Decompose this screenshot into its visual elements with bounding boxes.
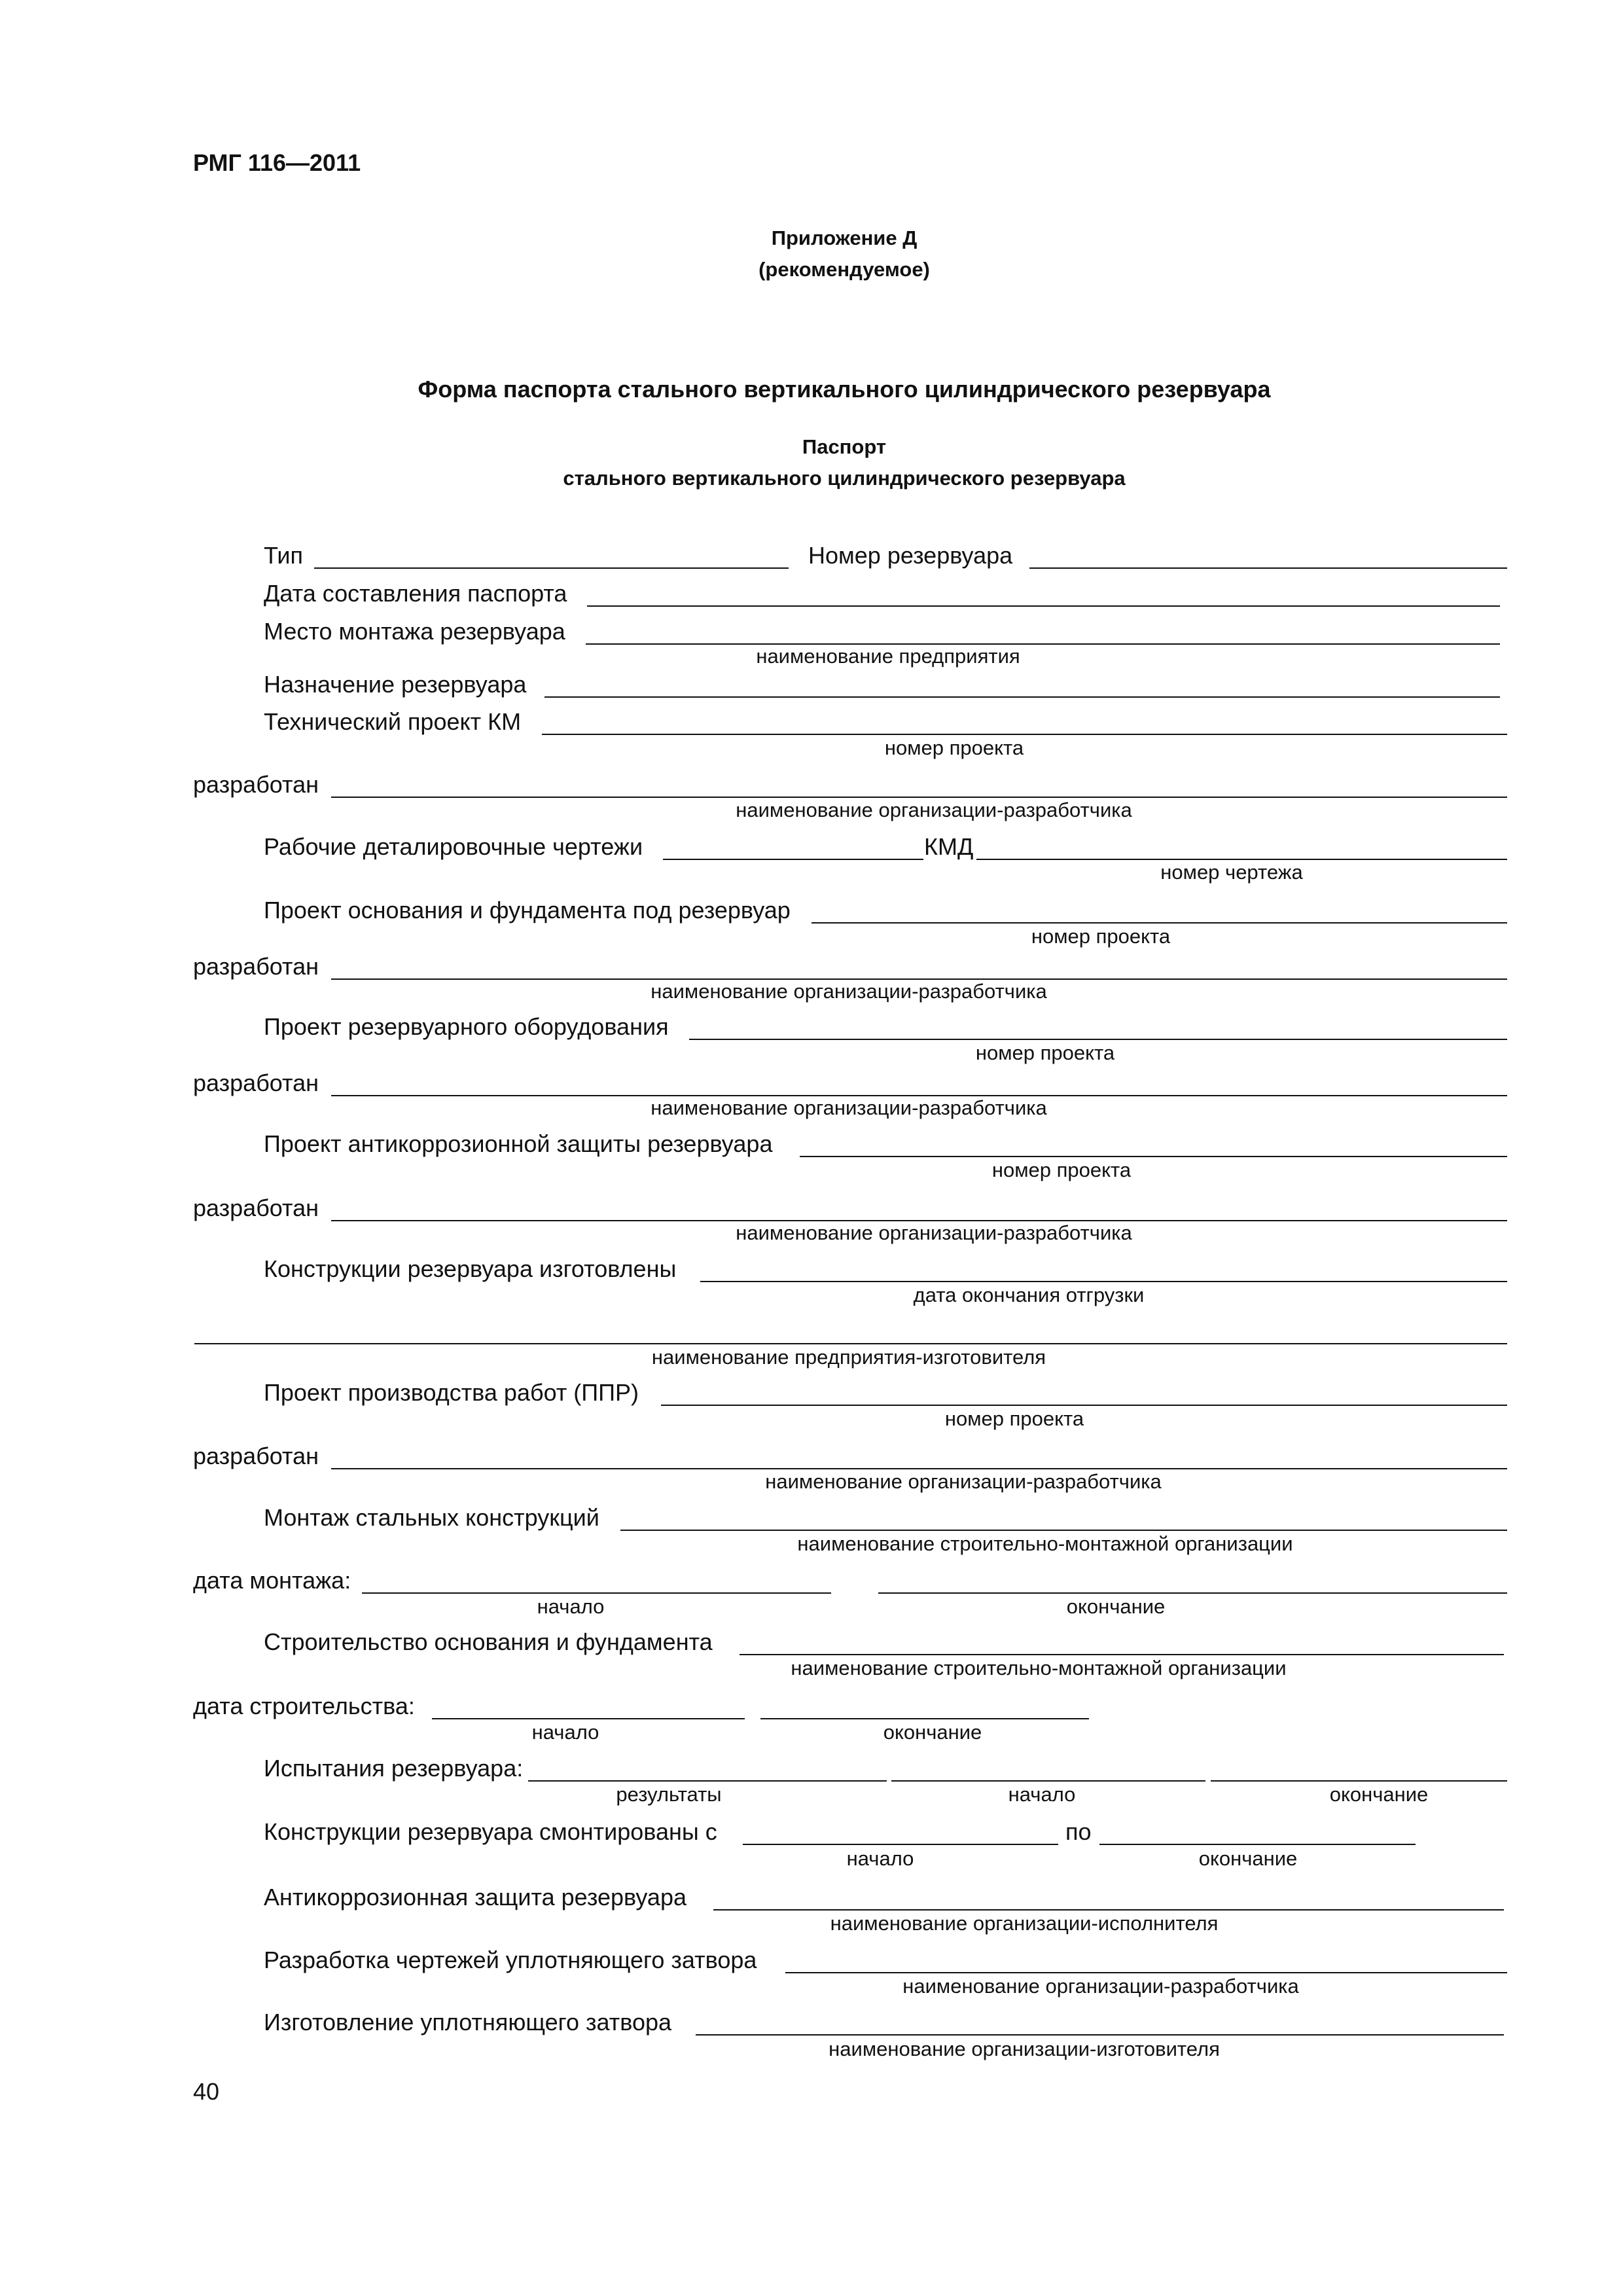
enterprise-caption: наименование предприятия [756, 645, 1020, 668]
developed-label: разработан [193, 1069, 319, 1096]
steel-mount-field[interactable] [620, 1530, 1507, 1531]
developer-org-caption: наименование организации-разработчика [765, 1470, 1162, 1493]
project-no-caption: номер проекта [1031, 925, 1171, 948]
end-caption: окончание [1066, 1595, 1166, 1618]
anticorrosion-executor-field[interactable] [713, 1909, 1504, 1910]
executor-org-caption: наименование организации-исполнителя [830, 1912, 1219, 1935]
manufacturer-field[interactable] [194, 1343, 1507, 1344]
manufacturer-caption: наименование предприятия-изготовителя [651, 1346, 1046, 1369]
mount-start-field[interactable] [362, 1592, 831, 1594]
build-start-field[interactable] [432, 1718, 745, 1719]
developer-field[interactable] [331, 797, 1507, 798]
seal-drawings-label: Разработка чертежей уплотняющего затвора [264, 1946, 757, 1973]
developed-label: разработан [193, 953, 319, 980]
tech-project-field[interactable] [542, 734, 1507, 735]
project-no-caption: номер проекта [944, 1407, 1084, 1430]
developer-org-caption: наименование организации-разработчика [651, 980, 1047, 1003]
anticorrosion-project-field[interactable] [800, 1156, 1507, 1157]
ppr-field[interactable] [661, 1405, 1507, 1406]
foundation-build-field[interactable] [740, 1654, 1504, 1655]
end-caption: окончание [1329, 1783, 1429, 1806]
developer-org-caption: наименование организации-разработчика [651, 1096, 1047, 1119]
tank-number-label: Номер резервуара [808, 542, 1013, 569]
end-caption: окончание [883, 1721, 982, 1744]
construction-org-caption: наименование строительно-монтажной организации [797, 1532, 1293, 1555]
tank-number-field[interactable] [1029, 567, 1507, 569]
passport-subtitle: стального вертикального цилиндрического резервуара [563, 467, 1126, 490]
seal-making-field[interactable] [696, 2034, 1504, 2036]
build-date-label: дата строительства: [193, 1693, 415, 1719]
developer-field[interactable] [331, 1468, 1507, 1469]
anticorrosion-project-label: Проект антикоррозионной защиты резервуара [264, 1130, 773, 1157]
type-label: Тип [264, 542, 304, 569]
equipment-project-label: Проект резервуарного оборудования [264, 1013, 669, 1040]
build-end-field[interactable] [760, 1718, 1089, 1719]
start-caption: начало [1008, 1783, 1076, 1806]
mount-place-label: Место монтажа резервуара [264, 618, 565, 645]
test-end-field[interactable] [1211, 1780, 1507, 1782]
form-title: Форма паспорта стального вертикального цилиндрического резервуара [418, 376, 1271, 403]
kmd-label: КМД [924, 833, 974, 860]
developer-org-caption: наименование организации-разработчика [902, 1975, 1299, 1998]
tests-label: Испытания резервуара: [264, 1755, 524, 1782]
ship-end-date-field[interactable] [700, 1281, 1507, 1282]
developed-label: разработан [193, 1443, 319, 1469]
type-field[interactable] [314, 567, 789, 569]
equipment-project-field[interactable] [689, 1039, 1507, 1040]
purpose-label: Назначение резервуара [264, 671, 527, 698]
drawing-no-caption: номер чертежа [1160, 861, 1303, 884]
mounted-from-label: Конструкции резервуара смонтированы с [264, 1818, 717, 1845]
mounted-end-field[interactable] [1099, 1844, 1416, 1845]
developed-label: разработан [193, 771, 319, 798]
working-drawings-label: Рабочие деталировочные чертежи [264, 833, 643, 860]
project-no-caption: номер проекта [884, 736, 1024, 759]
mount-end-field[interactable] [878, 1592, 1507, 1594]
test-results-field[interactable] [528, 1780, 887, 1782]
developer-org-caption: наименование организации-разработчика [736, 798, 1132, 821]
start-caption: начало [846, 1847, 914, 1870]
date-compiled-field[interactable] [587, 605, 1500, 607]
ship-end-date-caption: дата окончания отгрузки [913, 1283, 1145, 1306]
seal-making-label: Изготовление уплотняющего затвора [264, 2009, 672, 2036]
test-start-field[interactable] [891, 1780, 1205, 1782]
start-caption: начало [531, 1721, 599, 1744]
foundation-project-label: Проект основания и фундамента под резервуар [264, 897, 791, 924]
foundation-project-field[interactable] [812, 922, 1507, 924]
ppr-label: Проект производства работ (ППР) [264, 1379, 639, 1406]
construction-org-caption: наименование строительно-монтажной организации [791, 1657, 1287, 1679]
maker-org-caption: наименование организации-изготовителя [829, 2037, 1220, 2060]
steel-mount-label: Монтаж стальных конструкций [264, 1504, 599, 1531]
end-caption: окончание [1198, 1847, 1298, 1870]
passport-title: Паспорт [802, 435, 887, 458]
developer-org-caption: наименование организации-разработчика [736, 1221, 1132, 1244]
results-caption: результаты [616, 1783, 722, 1806]
kmd-field[interactable] [976, 859, 1507, 860]
tech-project-label: Технический проект КМ [264, 708, 522, 735]
project-no-caption: номер проекта [991, 1158, 1132, 1181]
date-compiled-label: Дата составления паспорта [264, 580, 567, 607]
document-code: РМГ 116—2011 [193, 149, 361, 176]
to-label: по [1065, 1818, 1092, 1845]
start-caption: начало [537, 1595, 605, 1618]
mount-place-field[interactable] [586, 643, 1500, 645]
foundation-build-label: Строительство основания и фундамента [264, 1628, 713, 1655]
seal-drawings-field[interactable] [785, 1972, 1507, 1973]
working-drawings-field[interactable] [663, 859, 923, 860]
page-number: 40 [193, 2078, 220, 2105]
project-no-caption: номер проекта [975, 1041, 1115, 1064]
anticorrosion-label: Антикоррозионная защита резервуара [264, 1884, 687, 1910]
developed-label: разработан [193, 1194, 319, 1221]
mount-date-label: дата монтажа: [193, 1567, 351, 1594]
appendix-note: (рекомендуемое) [758, 258, 930, 281]
appendix-title: Приложение Д [771, 226, 918, 249]
purpose-field[interactable] [544, 696, 1500, 698]
mounted-start-field[interactable] [743, 1844, 1058, 1845]
made-label: Конструкции резервуара изготовлены [264, 1255, 677, 1282]
